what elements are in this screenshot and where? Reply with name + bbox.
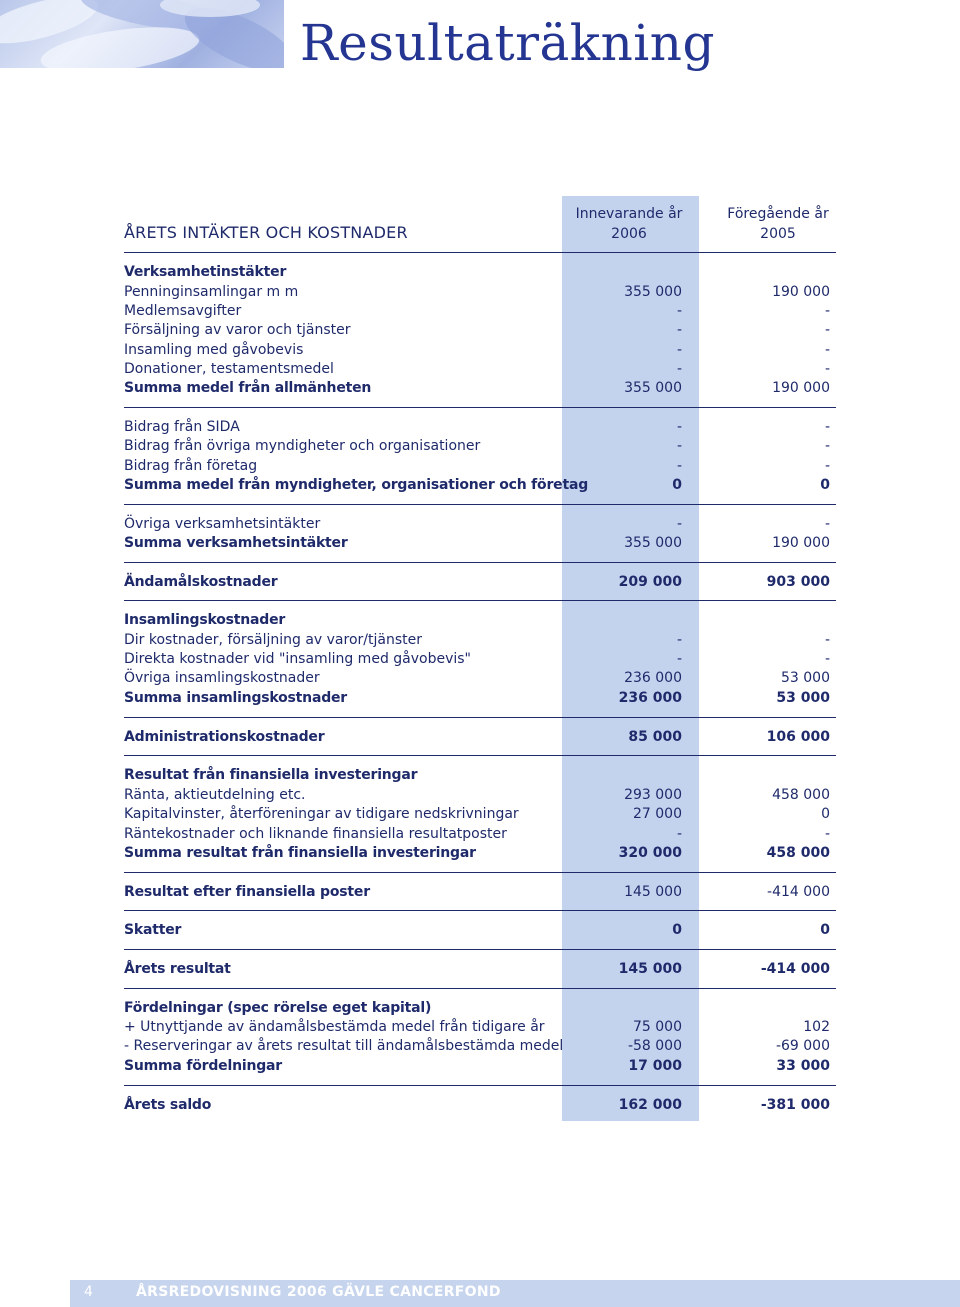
value-2006: 0 (672, 477, 682, 493)
value-2005: 106 000 (766, 729, 830, 745)
row-label: Ändamålskostnader (124, 574, 278, 590)
col2-header-label: Föregående år (727, 206, 829, 222)
table-row (0, 320, 960, 340)
value-2006: 145 000 (618, 961, 682, 977)
value-2006: 145 000 (624, 884, 682, 900)
value-2006: 236 000 (618, 690, 682, 706)
value-2006: - (676, 458, 682, 474)
value-2005: - (824, 632, 830, 648)
value-2006: 162 000 (618, 1097, 682, 1113)
row-separator (124, 504, 836, 505)
table-row (0, 804, 960, 824)
row-label: Summa medel från allmänheten (124, 380, 372, 396)
value-2006: 209 000 (618, 574, 682, 590)
table-row (0, 959, 960, 979)
value-2006: - (676, 651, 682, 667)
table-row (0, 301, 960, 321)
value-2005: 0 (821, 806, 830, 822)
table-row (0, 533, 960, 553)
row-label: Verksamhetinstäkter (124, 264, 287, 280)
row-label: Insamlingskostnader (124, 612, 286, 628)
value-2005: 102 (803, 1019, 830, 1035)
flower-petals-graphic (0, 0, 284, 68)
row-label: Försäljning av varor och tjänster (124, 322, 351, 338)
row-label: Donationer, testamentsmedel (124, 361, 334, 377)
value-2005: 0 (820, 922, 830, 938)
table-row (0, 262, 960, 282)
table-row (0, 359, 960, 379)
row-separator (124, 949, 836, 950)
row-label: Bidrag från övriga myndigheter och organisationer (124, 438, 481, 454)
table-row (0, 920, 960, 940)
value-2006: - (676, 419, 682, 435)
value-2005: -414 000 (767, 884, 830, 900)
row-label: Penninginsamlingar m m (124, 284, 299, 300)
value-2005: - (824, 458, 830, 474)
row-label: Räntekostnader och liknande finansiella resultatposter (124, 826, 507, 842)
value-2005: - (824, 322, 830, 338)
value-2006: 0 (672, 922, 682, 938)
row-label: Övriga insamlingskostnader (124, 670, 320, 686)
table-row (0, 417, 960, 437)
value-2005: 0 (820, 477, 830, 493)
col1-header-year: 2006 (611, 226, 647, 242)
row-label: Summa verksamhetsintäkter (124, 535, 348, 551)
table-row (0, 378, 960, 398)
table-row (0, 1017, 960, 1037)
value-2005: - (824, 361, 830, 377)
value-2005: -414 000 (760, 961, 830, 977)
value-2005: 458 000 (766, 845, 830, 861)
value-2006: - (676, 342, 682, 358)
row-separator (124, 910, 836, 911)
value-2006: - (676, 322, 682, 338)
value-2005: 903 000 (766, 574, 830, 590)
row-separator (124, 600, 836, 601)
value-2006: 293 000 (624, 787, 682, 803)
row-label: - Reserveringar av årets resultat till ändamålsbestämda medel (124, 1038, 564, 1054)
table-row (0, 765, 960, 785)
value-2006: - (676, 303, 682, 319)
value-2006: - (676, 632, 682, 648)
row-label: Övriga verksamhetsintäkter (124, 516, 321, 532)
page-number: 4 (84, 1284, 93, 1300)
row-label: Fördelningar (spec rörelse eget kapital) (124, 1000, 432, 1016)
row-label: Årets resultat (124, 961, 231, 977)
table-row (0, 456, 960, 476)
table-row (0, 785, 960, 805)
value-2005: - (824, 438, 830, 454)
row-separator (124, 1085, 836, 1086)
table-row (0, 610, 960, 630)
row-label: Kapitalvinster, återföreningar av tidigare nedskrivningar (124, 806, 519, 822)
row-separator (124, 252, 836, 253)
row-label: Ränta, aktieutdelning etc. (124, 787, 306, 803)
page-title: Resultaträkning (300, 14, 715, 72)
value-2005: -381 000 (760, 1097, 830, 1113)
table-row (0, 1056, 960, 1076)
table-row (0, 998, 960, 1018)
table-row (0, 514, 960, 534)
row-separator (124, 407, 836, 408)
value-2005: 190 000 (772, 284, 830, 300)
value-2006: - (676, 826, 682, 842)
value-2006: - (676, 438, 682, 454)
value-2006: 355 000 (624, 380, 682, 396)
table-row (0, 1036, 960, 1056)
table-row (0, 668, 960, 688)
value-2005: - (824, 651, 830, 667)
row-label: Summa resultat från finansiella investeringar (124, 845, 476, 861)
table-row (0, 436, 960, 456)
value-2005: 53 000 (776, 690, 830, 706)
row-label: Summa medel från myndigheter, organisationer och företag (124, 477, 589, 493)
row-separator (124, 562, 836, 563)
value-2006: 320 000 (618, 845, 682, 861)
row-label: Bidrag från SIDA (124, 419, 240, 435)
table-row (0, 282, 960, 302)
row-separator (124, 755, 836, 756)
value-2005: 458 000 (772, 787, 830, 803)
col1-header-label: Innevarande år (575, 206, 683, 222)
row-separator (124, 988, 836, 989)
table-row (0, 882, 960, 902)
value-2006: 85 000 (628, 729, 682, 745)
value-2005: 190 000 (772, 535, 830, 551)
row-label: Årets saldo (124, 1097, 212, 1113)
value-2005: - (824, 516, 830, 532)
value-2005: -69 000 (775, 1038, 830, 1054)
value-2006: -58 000 (627, 1038, 682, 1054)
table-row (0, 727, 960, 747)
value-2006: - (676, 516, 682, 532)
value-2006: 236 000 (624, 670, 682, 686)
row-label: + Utnyttjande av ändamålsbestämda medel från tidigare år (124, 1019, 545, 1035)
table-row (0, 843, 960, 863)
table-row (0, 649, 960, 669)
row-separator (124, 717, 836, 718)
row-label: Resultat efter finansiella poster (124, 884, 370, 900)
row-label: Dir kostnader, försäljning av varor/tjänster (124, 632, 422, 648)
row-label: Insamling med gåvobevis (124, 342, 304, 358)
value-2005: 33 000 (776, 1058, 830, 1074)
col2-header-year: 2005 (760, 226, 796, 242)
value-2006: 75 000 (633, 1019, 682, 1035)
value-2006: - (676, 361, 682, 377)
table-row (0, 688, 960, 708)
value-2005: - (824, 419, 830, 435)
row-label: Direkta kostnader vid "insamling med gåvobevis" (124, 651, 471, 667)
flower-header-image (0, 0, 284, 68)
row-label: Bidrag från företag (124, 458, 258, 474)
value-2006: 355 000 (624, 535, 682, 551)
page-footer (70, 1280, 960, 1307)
value-2006: 17 000 (628, 1058, 682, 1074)
table-row (0, 630, 960, 650)
value-2005: - (824, 826, 830, 842)
table-row (0, 475, 960, 495)
row-separator (124, 872, 836, 873)
table-row (0, 1095, 960, 1115)
table-row (0, 340, 960, 360)
value-2006: 355 000 (624, 284, 682, 300)
value-2006: 27 000 (633, 806, 682, 822)
row-label: Medlemsavgifter (124, 303, 242, 319)
footer-text: ÅRSREDOVISNING 2006 GÄVLE CANCERFOND (136, 1284, 501, 1300)
row-label: Summa insamlingskostnader (124, 690, 348, 706)
row-label: Skatter (124, 922, 182, 938)
row-label: Summa fördelningar (124, 1058, 282, 1074)
value-2005: 53 000 (781, 670, 830, 686)
value-2005: - (824, 342, 830, 358)
table-row (0, 572, 960, 592)
row-label: Administrationskostnader (124, 729, 325, 745)
value-2005: - (824, 303, 830, 319)
value-2005: 190 000 (772, 380, 830, 396)
section-title: ÅRETS INTÄKTER OCH KOSTNADER (124, 223, 408, 242)
row-label: Resultat från finansiella investeringar (124, 767, 418, 783)
table-row (0, 824, 960, 844)
